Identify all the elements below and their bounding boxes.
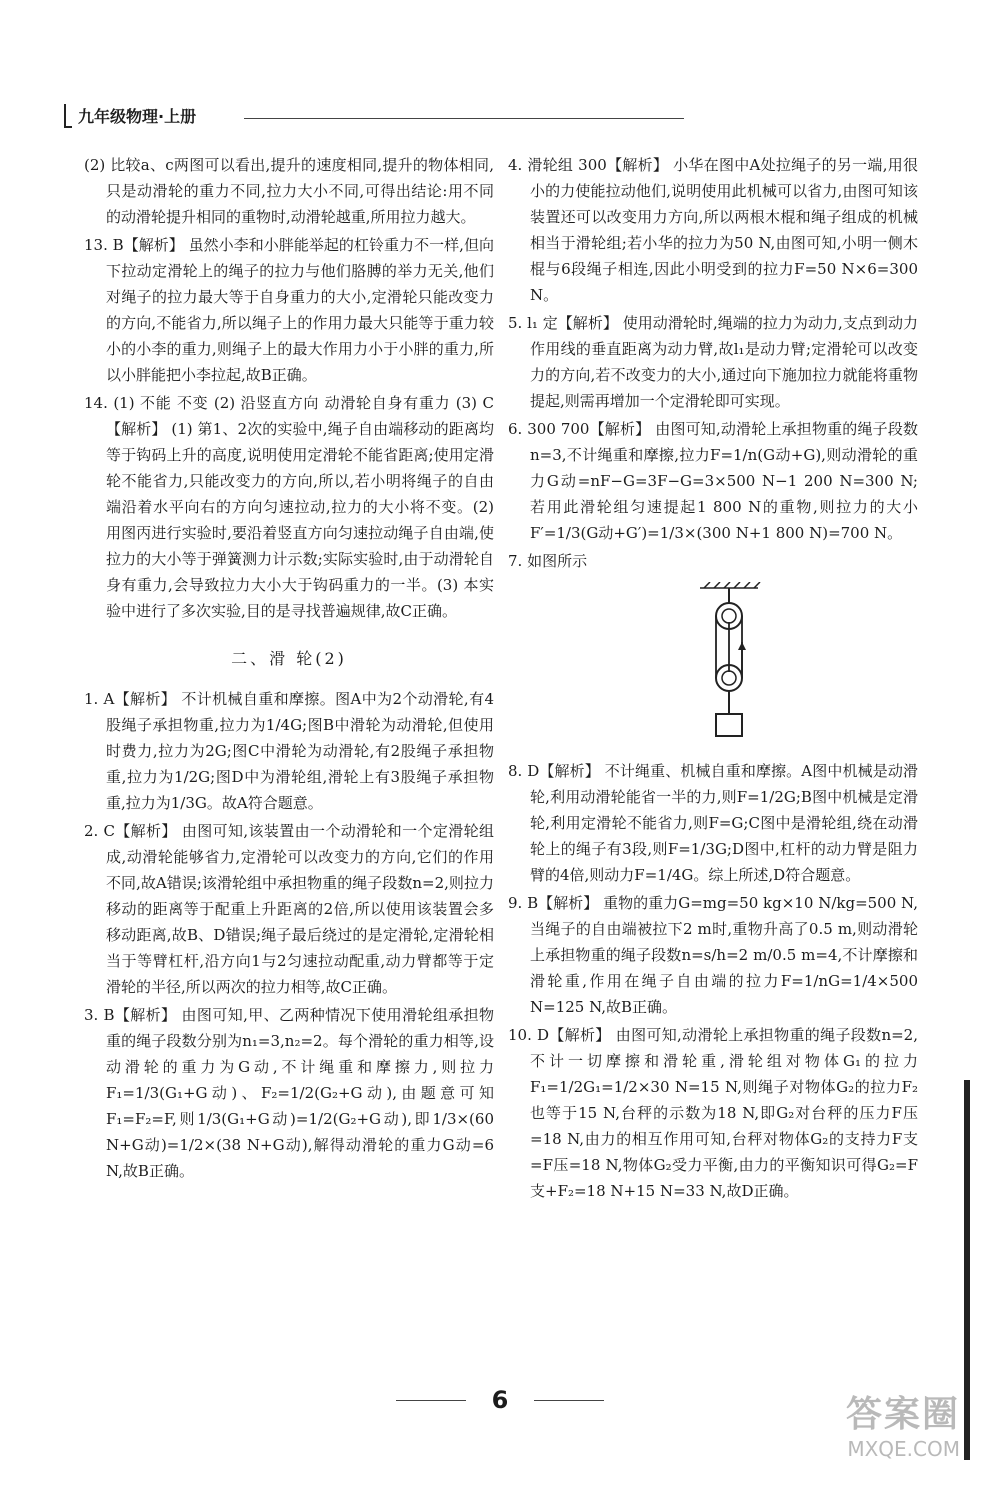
answer-10: 10. D【解析】 由图可知,动滑轮上承担物重的绳子段数n=2,不计一切摩擦和滑轮重,滑轮组对物体G₁的拉力F₁=1/2G₁=1/2×30 N=15 N,则绳子对物体G₂的拉力F₂也等于15 N,台秤的示数为18 N,即G₂对台秤的压力F压=18 N,由力的相互作用可知,台秤对物体G₂的支持力F支=F压=18 N,物体G₂受力平衡,由力的平衡知识可得G₂=F支+F₂=18 N+15 N=33 N,故D正确。 bbox=[508, 1026, 918, 1200]
page-number-rule-right bbox=[534, 1400, 604, 1401]
answer-2: 2. C【解析】 由图可知,该装置由一个动滑轮和一个定滑轮组成,动滑轮能够省力,定滑轮可以改变力的方向,它们的作用不同,故A错误;该滑轮组中承担物重的绳子段数n=2,则拉力移动的距离等于配重上升距离的2倍,所以使用该装置会多移动距离,故B、D错误;绳子最后绕过的是定滑轮,定滑轮相当于等臂杠杆,沿方向1与2匀速拉动配重,动力臂都等于定滑轮的半径,所以两次的拉力相等,故C正确。 bbox=[84, 822, 494, 996]
header-title: 九年级物理·上册 bbox=[78, 107, 197, 126]
answer-14: 14. (1) 不能 不变 (2) 沿竖直方向 动滑轮自身有重力 (3) C【解析】 (1) 第1、2次的实验中,绳子自由端移动的距离均等于钩码上升的高度,说明使用定滑轮不能省距离;使用定滑轮不能省力,只能改变力的方向,所以,若小明将绳子的自由端沿着水平向右的方向匀速拉动,拉力的大小将不变。(2) 用图丙进行实验时,要沿着竖直方向匀速拉动绳子自由端,使拉力的大小等于弹簧测力计示数;实际实验时,由于动滑轮自身有重力,会导致拉力大小大于钩码重力的一半。(3) 本实验中进行了多次实验,目的是寻找普遍规律,故C正确。 bbox=[84, 394, 494, 620]
header-bracket bbox=[64, 104, 72, 128]
page-number: 6 bbox=[491, 1386, 509, 1414]
header-rule bbox=[244, 118, 684, 119]
section-title: 二、滑 轮(2) bbox=[231, 649, 347, 668]
answer-6: 6. 300 700【解析】 由图可知,动滑轮上承担物重的绳子段数n=3,不计绳重和摩擦,拉力F=1/n(G动+G),则动滑轮的重力G动=nF−G=3F−G=3×500 N−1 200 N=300 N;若用此滑轮组匀速提起1 800 N的重物,则拉力的大小F′=1/3(G动+G′)=1/3×(300 N+1 800 N)=700 N。 bbox=[508, 420, 918, 542]
load-weight bbox=[716, 714, 742, 736]
pull-arrow bbox=[738, 642, 746, 650]
right-column bbox=[508, 152, 918, 1206]
ceiling-hatch bbox=[700, 582, 760, 588]
watermark-logo: 答案圈 bbox=[845, 1394, 960, 1435]
answer-4: 4. 滑轮组 300【解析】 小华在图中A处拉绳子的另一端,用很小的力使能拉动他们,说明使用此机械可以省力,由图可知该装置还可以改变用力方向,所以两根木棍和绳子组成的机械相当于滑轮组;若小华的拉力为50 N,由图可知,小明一侧木棍与6段绳子相连,因此小明受到的拉力F=50 N×6=300 N。 bbox=[508, 156, 918, 304]
watermark-url: MXQE.COM bbox=[847, 1437, 960, 1461]
watermark bbox=[846, 1386, 960, 1461]
answer-8: 8. D【解析】 不计绳重、机械自重和摩擦。A图中机械是动滑轮,利用动滑轮能省一半的力,则F=1/2G;B图中机械是定滑轮,利用定滑轮不能省力,则F=G;C图中是滑轮组,绕在动滑轮上的绳子有3段,则F=1/3G;D图中,杠杆的动力臂是阻力臂的4倍,则动力F=1/4G。综上所述,D符合题意。 bbox=[508, 762, 918, 884]
answer-5: 5. l₁ 定【解析】 使用动滑轮时,绳端的拉力为动力,支点到动力作用线的垂直距离为动力臂,故l₁是动力臂;定滑轮可以改变力的方向,若不改变力的大小,通过向下施加拉力就能将重物提起,则需再增加一个定滑轮即可实现。 bbox=[508, 314, 918, 410]
pulley-diagram bbox=[698, 582, 768, 742]
answer-13: 13. B【解析】 虽然小李和小胖能举起的杠铃重力不一样,但向下拉动定滑轮上的绳子的拉力与他们胳膊的举力无关,他们对绳子的拉力最大等于自身重力的大小,定滑轮只能改变力的方向,不能省力,所以绳子上的作用力最大只能等于重力较小的小李的重力,则绳子上的最大作用力小于小胖的重力,所以小胖能把小李拉起,故B正确。 bbox=[84, 236, 494, 384]
answer-9: 9. B【解析】 重物的重力G=mg=50 kg×10 N/kg=500 N,当绳子的自由端被拉下2 m时,重物升高了0.5 m,则动滑轮上承担物重的绳子段数n=s/h=2 m/0.5 m=4,不计摩擦和滑轮重,作用在绳子自由端的拉力F=1/nG=1/4×500 N=125 N,故B正确。 bbox=[508, 894, 918, 1016]
page-header bbox=[64, 104, 624, 128]
answer-12-2: (2) 比较a、c两图可以看出,提升的速度相同,提升的物体相同,只是动滑轮的重力不同,拉力大小不同,可得出结论:用不同的动滑轮提升相同的重物时,动滑轮越重,所用拉力越大。 bbox=[84, 156, 494, 226]
page-edge-shadow bbox=[964, 1080, 970, 1460]
answer-1: 1. A【解析】 不计机械自重和摩擦。图A中为2个动滑轮,有4股绳子承担物重,拉力为1/4G;图B中滑轮为动滑轮,但使用时费力,拉力为2G;图C中滑轮为动滑轮,有2股绳子承担物重,拉力为1/2G;图D中为滑轮组,滑轮上有3股绳子承担物重,拉力为1/3G。故A符合题意。 bbox=[84, 690, 494, 812]
answer-7: 7. 如图所示 bbox=[508, 552, 588, 570]
left-column bbox=[84, 152, 494, 1186]
answer-3: 3. B【解析】 由图可知,甲、乙两种情况下使用滑轮组承担物重的绳子段数分别为n₁=3,n₂=2。每个滑轮的重力相等,设动滑轮的重力为G动,不计绳重和摩擦力,则拉力F₁=1/3(G₁+G动)、F₂=1/2(G₂+G动),由题意可知F₁=F₂=F,则1/3(G₁+G动)=1/2(G₂+G动),即1/3×(60 N+G动)=1/2×(38 N+G动),解得动滑轮的重力G动=6 N,故B正确。 bbox=[84, 1006, 494, 1180]
